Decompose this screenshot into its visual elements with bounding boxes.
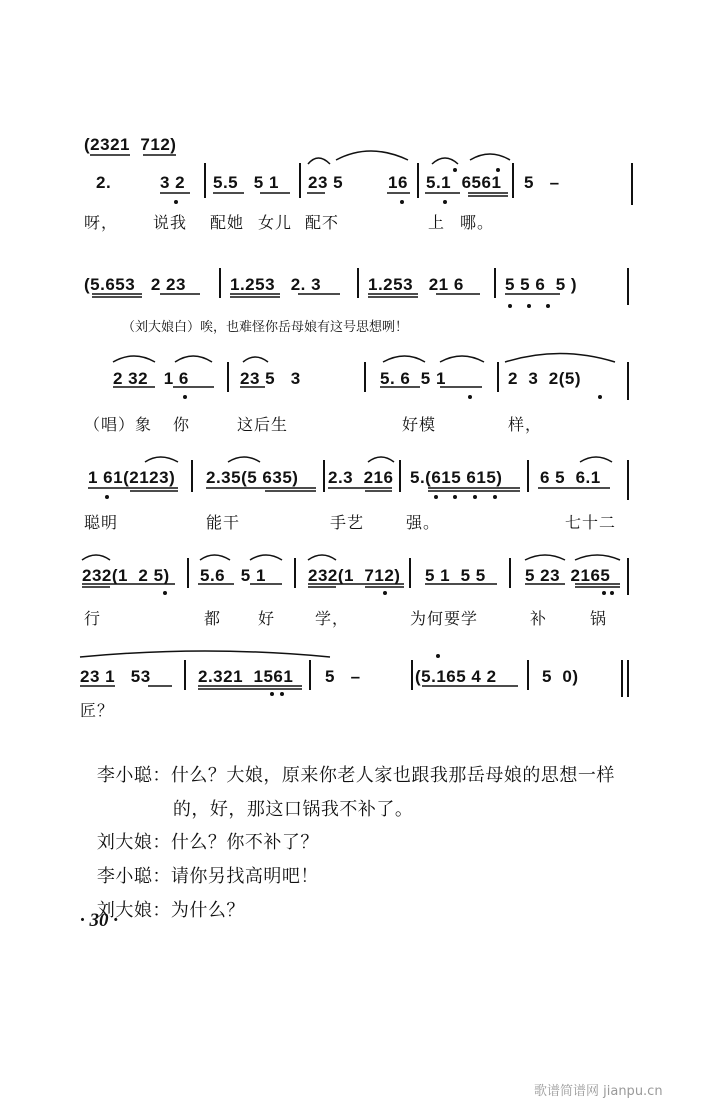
lyric: 补 bbox=[530, 609, 548, 628]
lyric: 这后生 bbox=[237, 415, 289, 434]
note-group: 5 23 2165 bbox=[525, 566, 611, 585]
lyric: 匠？ bbox=[80, 701, 115, 720]
note-group: 2.3 216 bbox=[328, 468, 394, 487]
dialogue-text: 请你另找高明吧！ bbox=[170, 866, 319, 887]
watermark: 歌谱简谱网 jianpu.cn bbox=[534, 1084, 663, 1099]
note-group: 2.321 1561 bbox=[198, 667, 294, 686]
note-group: 5. 6 5 1 bbox=[380, 369, 446, 388]
lyric: 呀， bbox=[84, 213, 119, 232]
note-group: 2 32 1 6 bbox=[113, 369, 189, 388]
lyric: 你 bbox=[173, 415, 191, 434]
dialogue-text: 的，好，那这口锅我不补了。 bbox=[172, 799, 414, 820]
lyric: 配她 bbox=[210, 213, 245, 232]
dialogue-text: 什么？大娘，原来你老人家也跟我那岳母娘的思想一样 bbox=[170, 765, 615, 786]
dialogue-line bbox=[72, 875, 245, 943]
note-group: 23 5 bbox=[308, 173, 344, 192]
score-intro: (2321 712) bbox=[84, 135, 177, 154]
note-group: 232(1 712) bbox=[308, 566, 401, 585]
note-group: 5.6 5 1 bbox=[200, 566, 266, 585]
dialogue-text: 为什么？ bbox=[170, 900, 245, 921]
lyric: 强。 bbox=[406, 513, 441, 532]
note-group: 1.253 2. 3 bbox=[230, 275, 322, 294]
lyric: 行 bbox=[84, 609, 102, 628]
note-group: (5.165 4 2 bbox=[415, 667, 497, 686]
dialogue-text: 什么？你不补了？ bbox=[170, 832, 319, 853]
page-number: · 30 · bbox=[80, 910, 118, 931]
note-group: 5 0) bbox=[542, 667, 579, 686]
lyric: 学， bbox=[315, 609, 350, 628]
lyric: 哪。 bbox=[460, 213, 495, 232]
lyric: 说我 bbox=[153, 213, 188, 232]
note-group: 5.5 5 1 bbox=[213, 173, 279, 192]
lyric: 都 bbox=[204, 609, 222, 628]
note-group: 23 5 3 bbox=[240, 369, 301, 388]
note-group: 5 – bbox=[325, 667, 361, 686]
speaker-name: 李小聪： bbox=[96, 765, 171, 786]
lyric: 样， bbox=[508, 415, 543, 434]
note-group: 16 bbox=[388, 173, 408, 192]
note-group: 2. bbox=[96, 173, 112, 192]
lyric: 好 bbox=[258, 609, 276, 628]
lyric: （唱）象 bbox=[84, 415, 153, 434]
note-group: 5.1 6561 bbox=[426, 173, 502, 192]
lyric: 锅 bbox=[590, 609, 608, 628]
lyric: 为何要学 bbox=[410, 609, 479, 628]
note-group: 2 3 2(5) bbox=[508, 369, 582, 388]
note-group: 23 1 53 bbox=[80, 667, 151, 686]
spoken-line: （刘大娘白）唉，也难怪你岳母娘有这号思想咧！ bbox=[122, 320, 409, 335]
note-group: 5 1 5 5 bbox=[425, 566, 486, 585]
note-group: 2.35(5 635) bbox=[206, 468, 299, 487]
lyric: 上 bbox=[428, 213, 446, 232]
note-group: 6 5 6.1 bbox=[540, 468, 601, 487]
lyric: 好模 bbox=[402, 415, 437, 434]
note-group: 232(1 2 5) bbox=[82, 566, 170, 585]
note-group: 5 5 6 5 ) bbox=[505, 275, 578, 294]
note-group: 3 2 bbox=[160, 173, 186, 192]
note-group: 5.(615 615) bbox=[410, 468, 503, 487]
lyric: 能干 bbox=[206, 513, 241, 532]
note-group: 1.253 21 6 bbox=[368, 275, 464, 294]
note-group: 5 – bbox=[524, 173, 560, 192]
lyric: 聪明 bbox=[84, 513, 119, 532]
note-group: (5.653 2 23 bbox=[84, 275, 186, 294]
lyric: 女儿 bbox=[258, 213, 293, 232]
speaker-name: 李小聪： bbox=[96, 866, 171, 887]
note-group: 1 61(2123) bbox=[88, 468, 176, 487]
speaker-name: 刘大娘： bbox=[96, 832, 171, 853]
lyric: 七十二 bbox=[565, 513, 617, 532]
lyric: 手艺 bbox=[330, 513, 365, 532]
lyric: 配不 bbox=[305, 213, 340, 232]
speaker-name: 刘大娘： bbox=[96, 900, 171, 921]
